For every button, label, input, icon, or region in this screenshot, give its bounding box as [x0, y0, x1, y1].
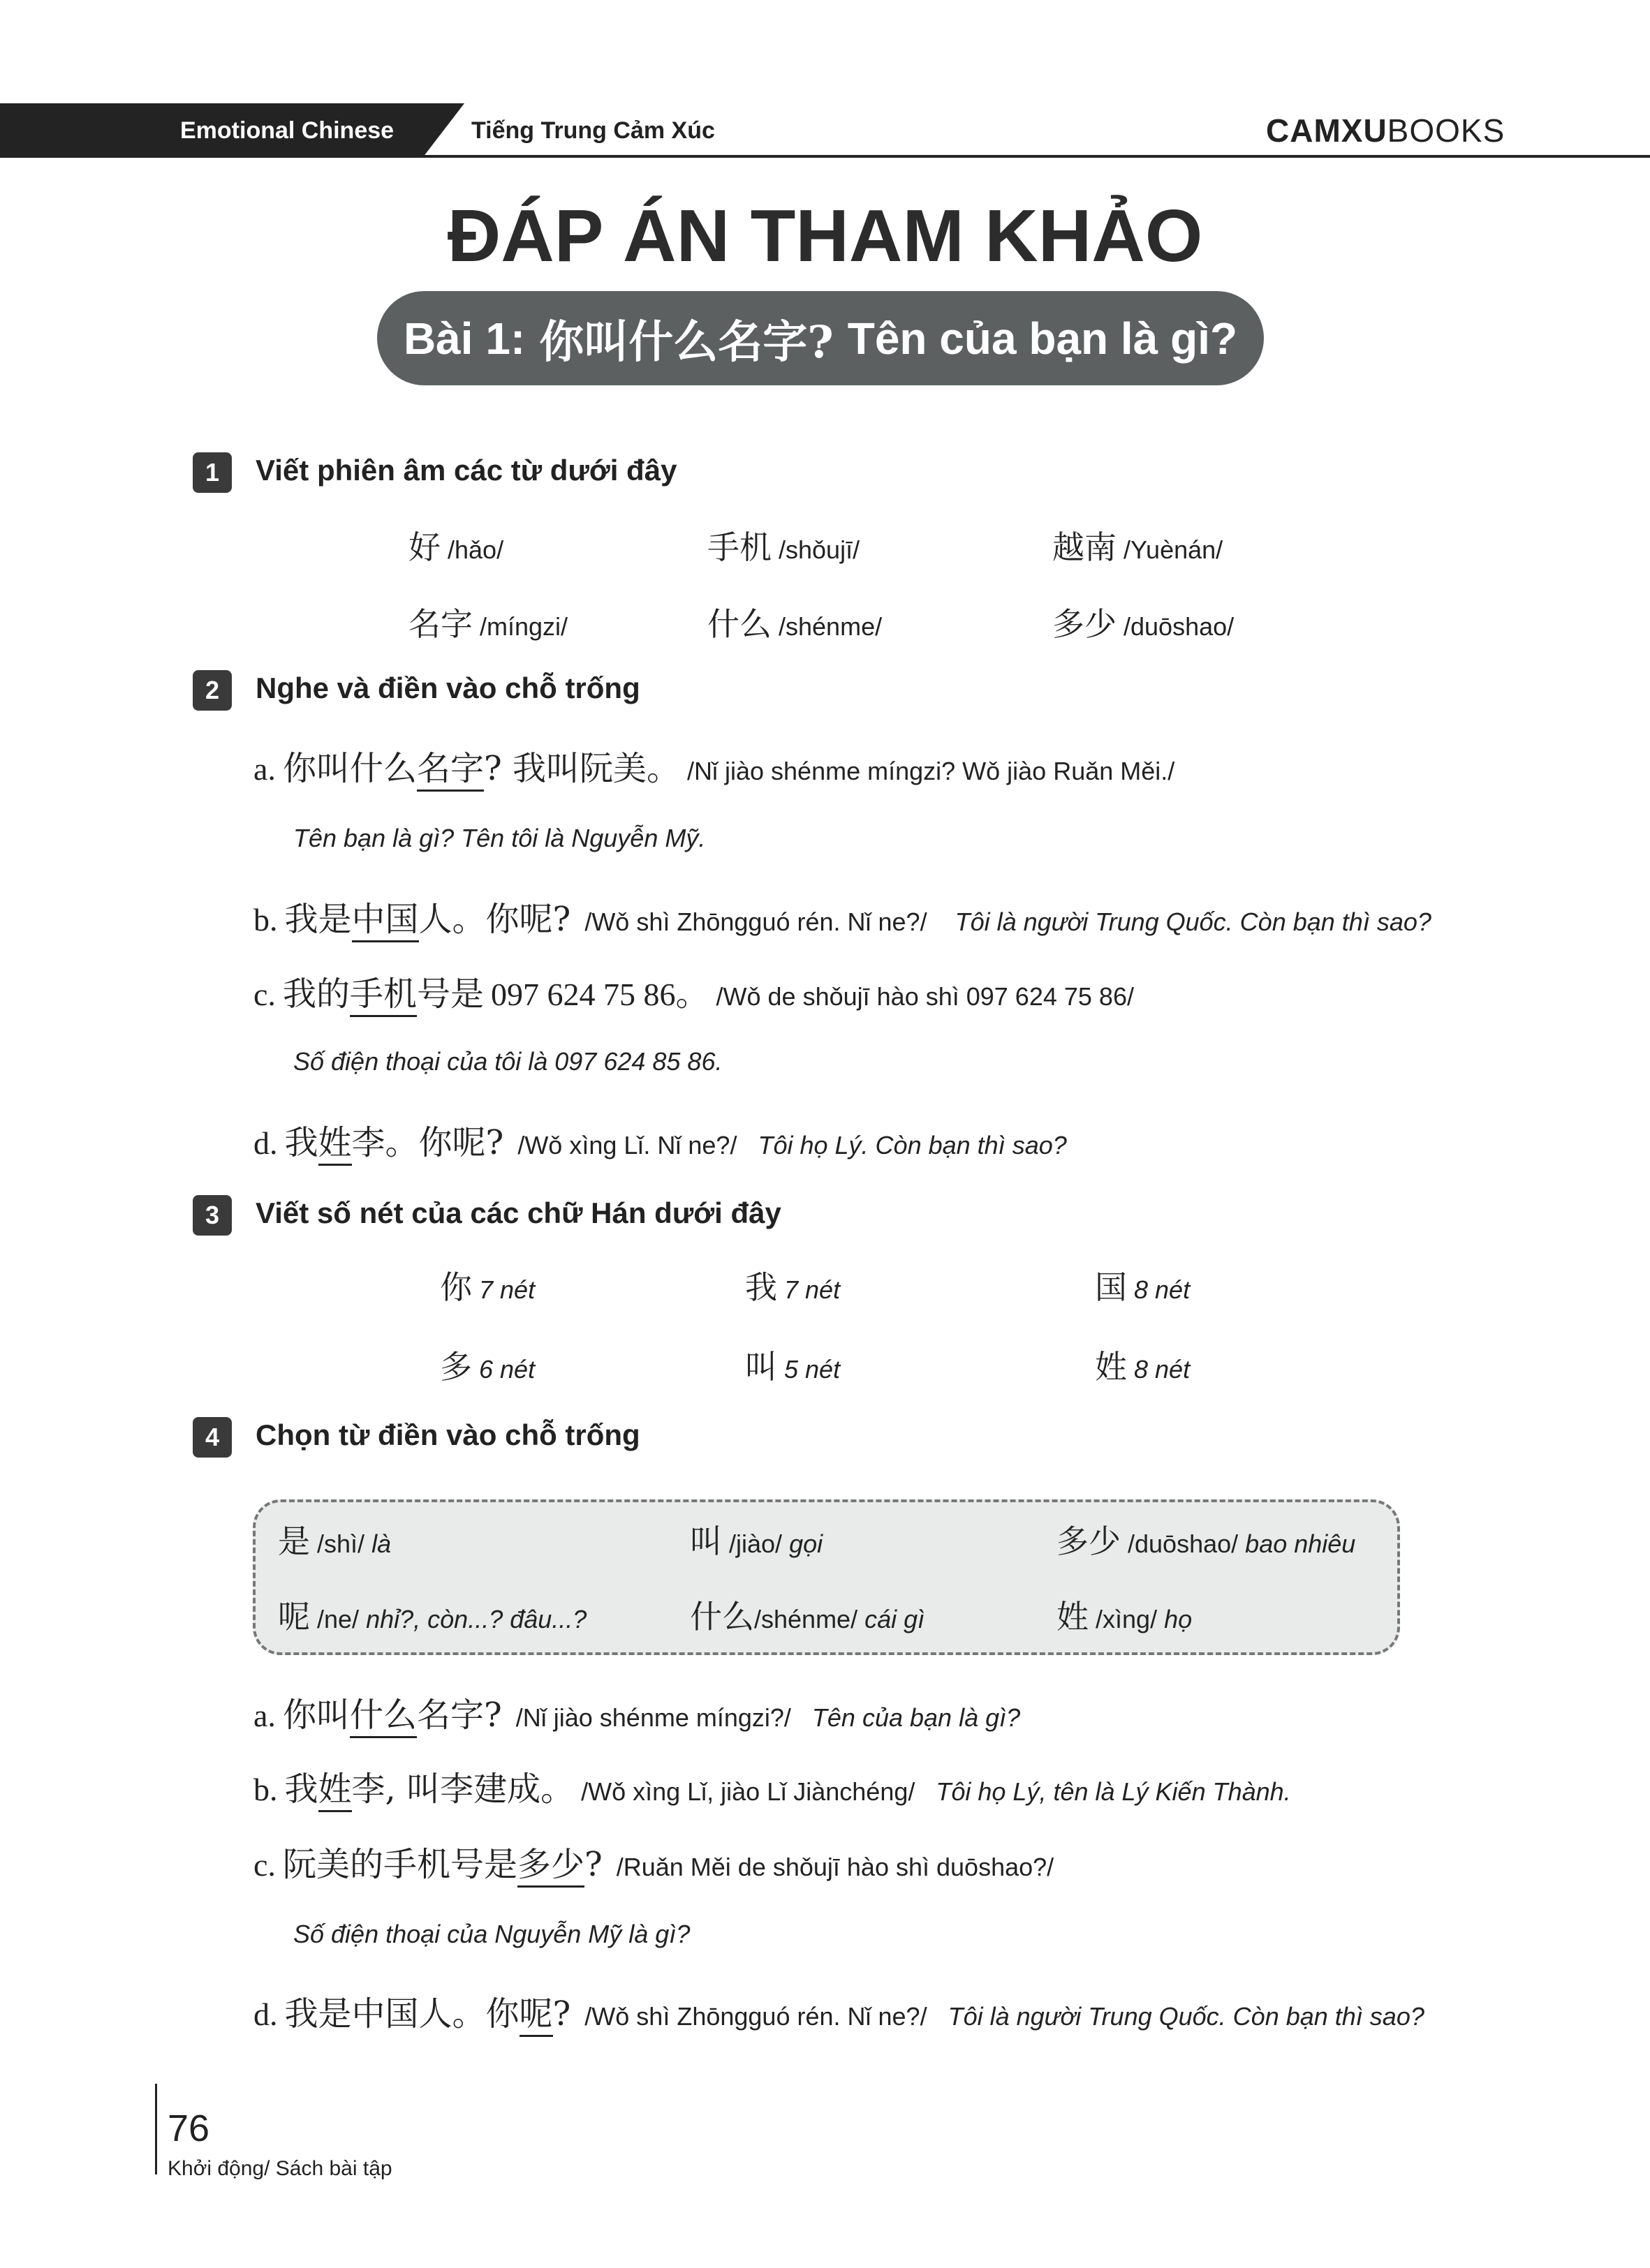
exercise-line: a. 你叫什么名字? /Nǐ jiào shénme míngzi?/ Tên của bạn là gì? — [253, 1688, 1020, 1736]
section-number: 4 — [193, 1417, 232, 1458]
brand-light: BOOKS — [1387, 112, 1505, 149]
translation: Số điện thoại của Nguyễn Mỹ là gì? — [293, 1920, 691, 1948]
book-title: Khởi động/ Sách bài tập — [168, 2157, 392, 2180]
header-rule — [419, 155, 1650, 158]
pinyin-item: 好 /hǎo/ — [408, 528, 504, 566]
stroke-item: 多 6 nét — [440, 1348, 536, 1386]
vocab-item: 姓 /xìng/ họ — [1056, 1598, 1193, 1636]
exercise-line: d. 我姓李。你呢? /Wǒ xìng Lǐ. Nǐ ne?/ Tôi họ Lý. Còn bạn thì sao? — [253, 1116, 1067, 1164]
page-title: ĐÁP ÁN THAM KHẢO — [447, 195, 1203, 277]
stroke-item: 国 8 nét — [1095, 1268, 1191, 1306]
lesson-prefix: Bài 1: — [403, 313, 526, 364]
exercise-line: c. 阮美的手机号是多少? /Ruǎn Měi de shǒujī hào shì duōshao?/ — [253, 1837, 1054, 1885]
exercise-line: b. 我姓李, 叫李建成。 /Wǒ xìng Lǐ, jiào Lǐ Jiànchéng/ Tôi họ Lý, tên là Lý Kiến Thành. — [253, 1762, 1291, 1810]
vocab-item: 什么/shénme/ cái gì — [690, 1598, 925, 1636]
stroke-item: 我 7 nét — [745, 1268, 841, 1306]
pinyin-item: 名字 /míngzi/ — [408, 605, 568, 643]
stroke-item: 姓 8 nét — [1095, 1348, 1191, 1386]
stroke-item: 叫 5 nét — [745, 1348, 841, 1386]
translation: Số điện thoại của tôi là 097 624 85 86. — [293, 1047, 723, 1076]
pinyin-item: 多少 /duōshao/ — [1052, 605, 1235, 643]
section-heading: Viết số nét của các chữ Hán dưới đây — [256, 1196, 781, 1229]
section-heading: Chọn từ điền vào chỗ trống — [256, 1418, 640, 1451]
exercise-line: b. 我是中国人。你呢? /Wǒ shì Zhōngguó rén. Nǐ ne?/ Tôi là người Trung Quốc. Còn bạn thì sao? — [253, 892, 1431, 940]
exercise-line: a. 你叫什么名字? 我叫阮美。 /Nǐ jiào shénme míngzi? Wǒ jiào Ruǎn Měi./ — [253, 741, 1174, 790]
brand-logo — [1266, 112, 1505, 149]
vocab-item: 呢 /ne/ nhỉ?, còn...? đâu...? — [278, 1598, 587, 1636]
pinyin-item: 什么 /shénme/ — [707, 605, 883, 643]
exercise-line: c. 我的手机号是 097 624 75 86。 /Wǒ de shǒujī hào shì 097 624 75 86/ — [253, 967, 1134, 1015]
lesson-vietnamese: Tên của bạn là gì? — [847, 313, 1238, 364]
translation: Tên bạn là gì? Tên tôi là Nguyễn Mỹ. — [293, 824, 706, 852]
vocab-item: 叫 /jiào/ gọi — [690, 1522, 823, 1560]
section-heading: Nghe và điền vào chỗ trống — [256, 672, 640, 704]
section-number: 3 — [193, 1195, 232, 1236]
pinyin-item: 手机 /shǒujī/ — [707, 528, 860, 566]
stroke-item: 你 7 nét — [440, 1268, 536, 1306]
section-number: 1 — [193, 452, 232, 493]
footer-rule — [155, 2084, 157, 2174]
section-heading: Viết phiên âm các từ dưới đây — [256, 454, 677, 487]
brand-bold: CAMXU — [1266, 112, 1387, 149]
vocab-item: 多少 /duōshao/ bao nhiêu — [1056, 1522, 1356, 1560]
vocab-item: 是 /shì/ là — [278, 1522, 392, 1560]
lesson-chinese: 你叫什么名字? — [539, 316, 834, 369]
pinyin-item: 越南 /Yuènán/ — [1052, 528, 1223, 566]
exercise-line: d. 我是中国人。你呢? /Wǒ shì Zhōngguó rén. Nǐ ne?/ Tôi là người Trung Quốc. Còn bạn thì sao? — [253, 1987, 1424, 2035]
page-number: 76 — [168, 2107, 210, 2149]
lesson-banner — [377, 291, 1264, 385]
header-subtitle: Tiếng Trung Cảm Xúc — [471, 117, 715, 144]
section-number: 2 — [193, 670, 232, 711]
header-series-label: Emotional Chinese — [180, 117, 395, 144]
